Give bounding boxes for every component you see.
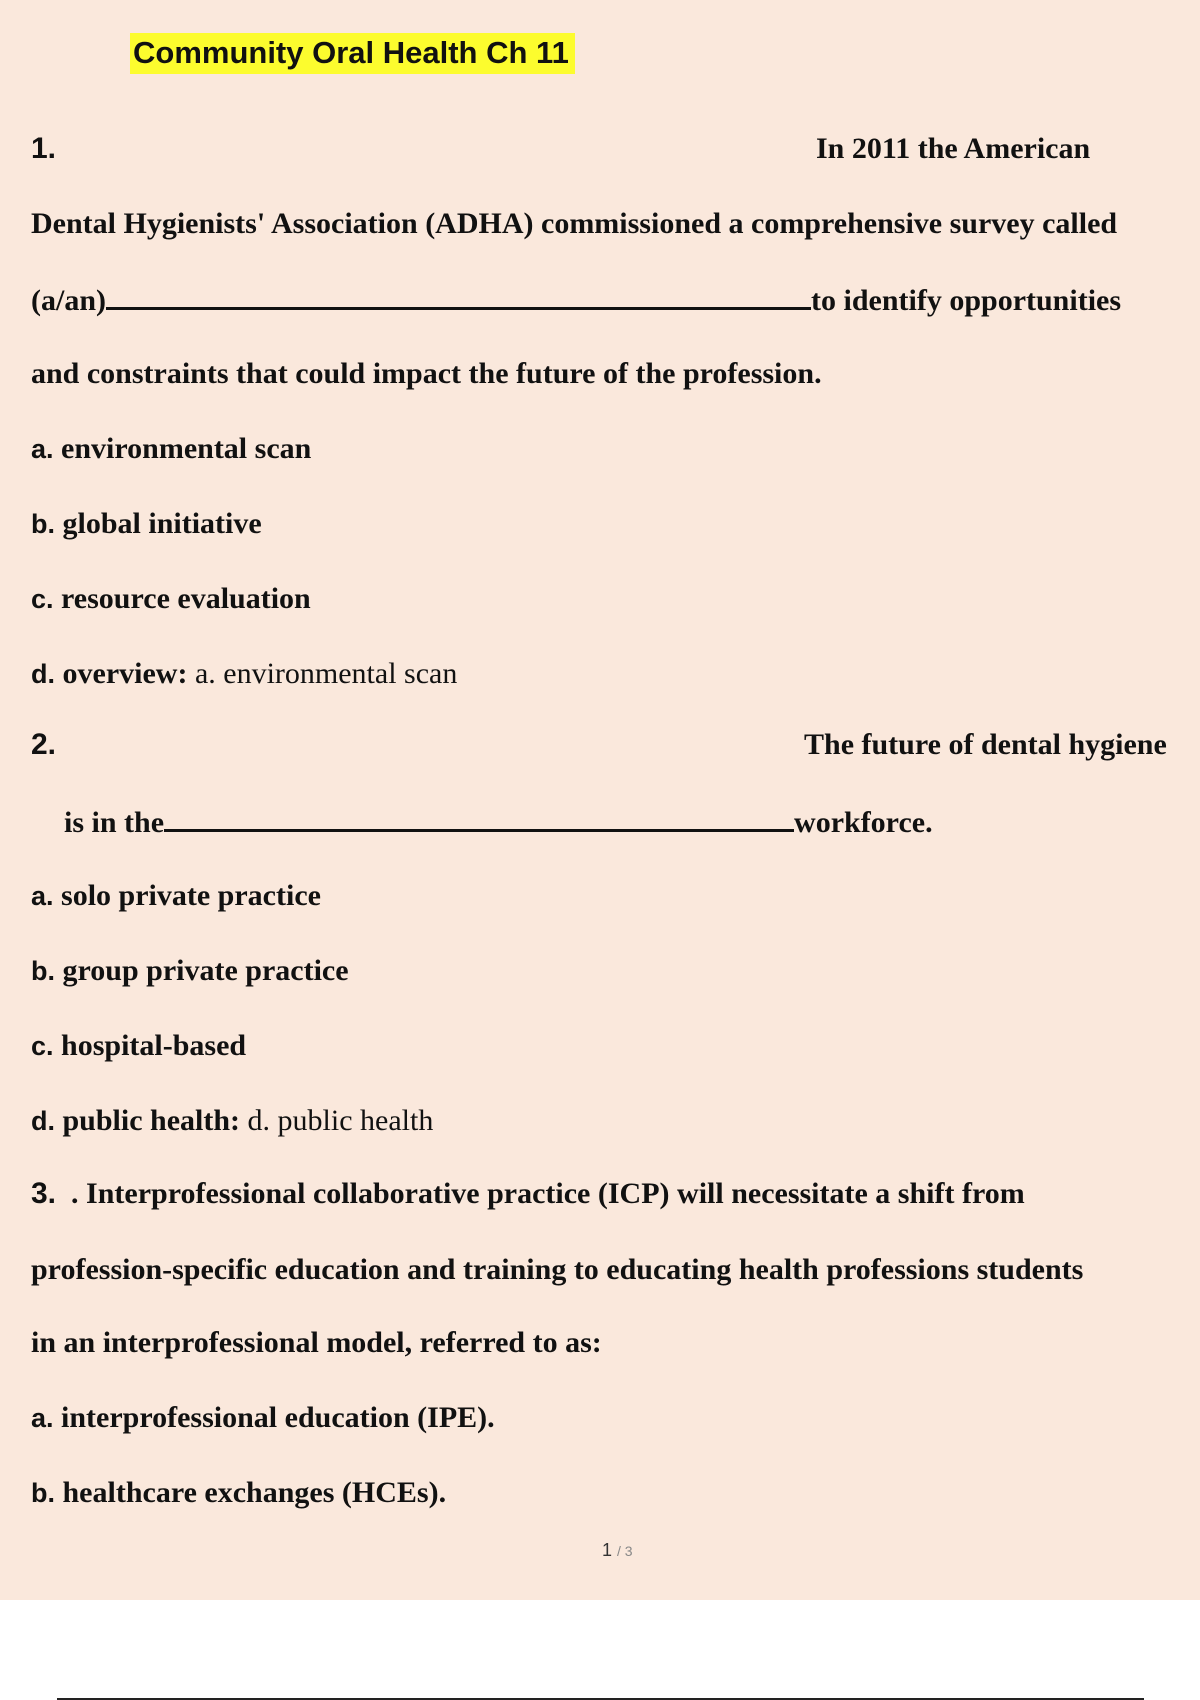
q1-option-a: a. environmental scan — [31, 432, 312, 465]
question-1-stem-line4: and constraints that could impact the future of the profession. — [31, 357, 822, 390]
q2-option-a: a. solo private practice — [31, 879, 321, 912]
question-3-stem-line2: profession-specific education and training to educating health professions students — [31, 1253, 1084, 1286]
question-3-stem-line1: 3. . Interprofessional collaborative practice (ICP) will necessitate a shift from — [31, 1177, 1025, 1210]
document-title: Community Oral Health Ch 11 — [130, 33, 575, 74]
q2-option-c: c. hospital-based — [31, 1029, 247, 1062]
question-1-stem-line2: Dental Hygienists' Association (ADHA) commissioned a comprehensive survey called — [31, 207, 1118, 240]
question-1-number: 1. — [31, 132, 57, 165]
answer-blank — [106, 279, 811, 310]
q1-option-c: c. resource evaluation — [31, 582, 311, 615]
q1-option-d: d. overview: a. environmental scan — [31, 657, 458, 690]
answer-blank — [164, 801, 794, 832]
q3-option-a: a. interprofessional education (IPE). — [31, 1401, 495, 1434]
q2-answer: d. public health — [247, 1104, 434, 1137]
question-3-stem-line3: in an interprofessional model, referred to as: — [31, 1326, 602, 1359]
question-2-number: 2. — [31, 728, 57, 761]
q1-option-b: b. global initiative — [31, 507, 262, 540]
page-indicator: 1 / 3 — [602, 1540, 633, 1560]
question-2-stem-line2: is in the workforce. — [64, 801, 933, 843]
q2-option-d: d. public health: d. public health — [31, 1104, 434, 1137]
question-2-stem-start: The future of dental hygiene — [804, 728, 1167, 761]
question-1-stem-start: In 2011 the American — [816, 132, 1091, 165]
q2-option-b: b. group private practice — [31, 954, 349, 987]
q1-answer: a. environmental scan — [194, 657, 458, 690]
question-1-stem-line3: (a/an) to identify opportunities — [31, 279, 1121, 321]
q3-option-b: b. healthcare exchanges (HCEs). — [31, 1476, 447, 1509]
